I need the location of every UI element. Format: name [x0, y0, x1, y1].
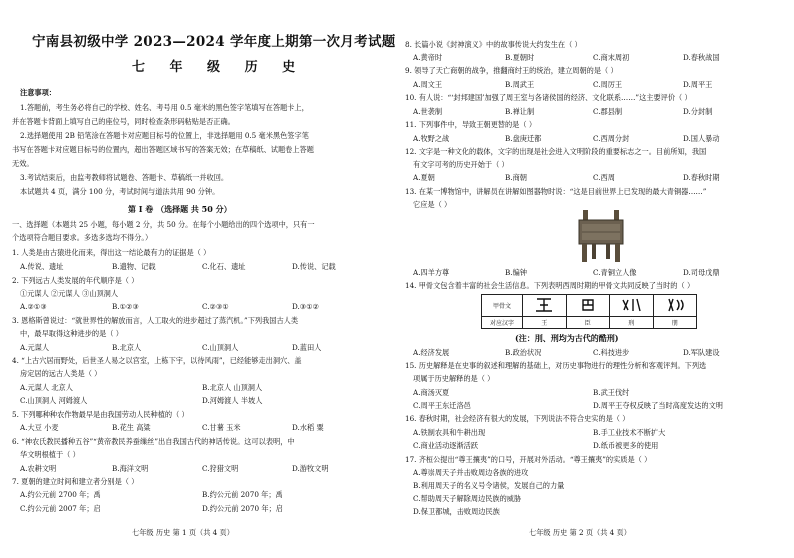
option-b: B.海洋文明	[112, 464, 149, 473]
option-d: D.军队建设	[683, 348, 720, 357]
option-a: A.约公元前 2700 年；禹	[20, 490, 101, 499]
option-b: B.编钟	[505, 268, 527, 277]
question-stem: 6. “神农氏教民播种五谷”“黄帝教民养蚕缫丝”出自我国古代的神话传说。这可以表明，中	[12, 437, 295, 446]
option-a: A.传说、遗址	[20, 262, 64, 271]
oracle-glyph-peng	[653, 295, 697, 317]
option-d: D.③①②	[292, 302, 320, 311]
option-b: B.北京人	[112, 343, 142, 352]
option-c: C.西周	[593, 173, 615, 182]
option-d: D.河姆渡人 半坡人	[202, 396, 263, 405]
option-b: B.遗物、记载	[112, 262, 156, 271]
option-a: A.夏朝	[413, 173, 435, 182]
option-b: B.约公元前 2070 年；禹	[202, 490, 283, 499]
oracle-modern-char: 王	[523, 317, 567, 329]
option-a: A.②①③	[20, 302, 47, 311]
oracle-peng-glyph	[664, 297, 686, 313]
option-b: B.商朝	[505, 173, 527, 182]
oracle-caption: (注：刖、刑均为古代的酷刑)	[515, 333, 619, 343]
oracle-modern-char: 臣	[566, 317, 610, 329]
option-d: D.分封制	[683, 107, 713, 116]
oracle-modern-label: 对应汉字	[482, 317, 523, 329]
notice-line: 1.答题前，考生务必将自己的学校、姓名、考号用 0.5 毫米的黑色签字笔填写在答题卡上，	[20, 103, 309, 112]
option-a: A.商汤灭夏	[413, 388, 450, 397]
option-c: C.山顶洞人	[202, 343, 239, 352]
option-a: A.经济发展	[413, 348, 450, 357]
oracle-bone-table	[481, 294, 697, 329]
option-a: A.牧野之战	[413, 134, 450, 143]
option-b: B.盘庚迁都	[505, 134, 542, 143]
question-stem: 中，最早取得这种进步的是（ ）	[20, 329, 123, 338]
option-c: C.②③①	[202, 302, 229, 311]
question-stem: 8. 长篇小说《封神演义》中的故事传说大约发生在（ ）	[405, 40, 582, 49]
notice-line: 2.选择题使用 2B 铅笔涂在答题卡对应题目标号的位置上，非选择题用 0.5 毫米黑色签字笔	[20, 131, 309, 140]
option-b: B.利用周天子的名义号令诸侯，发展自己的力量	[413, 481, 565, 490]
option-c: C.青铜立人像	[593, 268, 637, 277]
option-a: A.四羊方尊	[413, 268, 450, 277]
notice-line: 书写在答题卡对应题目标号的位置内，超出答题区域书写的答案无效；在草稿纸、试题卷上答题	[12, 145, 314, 154]
section-title: 第 Ⅰ 卷 （选择题 共 50 分）	[128, 204, 232, 214]
option-c: C.商业活动逐渐活跃	[413, 441, 479, 450]
option-c: C.周平王东迁洛邑	[413, 401, 471, 410]
option-a: A.大豆 小麦	[20, 423, 59, 432]
oracle-modern-char: 朋	[653, 317, 697, 329]
oracle-xing-glyph	[620, 297, 642, 313]
option-a: A.元谋人	[20, 343, 50, 352]
question-stem: 15. 历史解释是在史事的叙述和理解的基础上，对历史事物进行的理性分析和客观评判。下列选	[405, 361, 707, 370]
question-stem: 房定居的远古人类是（ ）	[20, 369, 102, 378]
option-d: D.周平王夺权反映了当时高度发达的文明	[593, 401, 723, 410]
question-stem: 17. 齐桓公提出“尊王攘夷”的口号，开展对外活动。“尊王攘夷”的实质是（ ）	[405, 455, 652, 464]
oracle-header-label: 甲骨文	[482, 295, 523, 317]
question-stem: 华文明根植于（ ）	[20, 450, 80, 459]
option-c: C.山顶洞人 河姆渡人	[20, 396, 88, 405]
option-d: D.司母戊鼎	[683, 268, 720, 277]
option-a: A.铁制农具和牛耕出现	[413, 428, 486, 437]
question-stem: 3. 恩格斯曾说过：“就世界性的解放而言，人工取火的进步超过了蒸汽机。”下列我国古人类	[12, 316, 299, 325]
option-b: B.夏朝时	[505, 53, 535, 62]
question-stem: 有文字可考的历史开始于（ ）	[413, 160, 509, 169]
option-b: B.禅让制	[505, 107, 535, 116]
question-stem: 4. “上古穴居而野处，后世圣人易之以宫室，上栋下宇，以待风雨”，已经能够走出洞穴、盖	[12, 356, 302, 365]
option-a: A.黄帝时	[413, 53, 443, 62]
oracle-chen-glyph	[577, 297, 599, 313]
oracle-modern-char: 刑	[610, 317, 654, 329]
section-intro: 一、选择题（本题共 25 小题，每小题 2 分，共 50 分。在每个小题给出的四个选项中，只有一	[12, 220, 315, 229]
option-a: A.元谋人 北京人	[20, 383, 73, 392]
notice-title: 注意事项：	[20, 88, 56, 97]
oracle-glyph-wang	[523, 295, 567, 317]
notice-line: 3.考试结束后，由监考教师将试题卷、答题卡、草稿纸一并收回。	[20, 173, 229, 182]
option-a: A.尊崇周天子并击败周边各族的进攻	[413, 468, 529, 477]
option-d: D.游牧文明	[292, 464, 329, 473]
option-c: C.帮助周天子解除周边民族的威胁	[413, 494, 522, 503]
option-b: B.武王伐纣	[593, 388, 630, 397]
question-stem: 11. 下列事件中，导致王朝更替的是（ ）	[405, 120, 537, 129]
option-b: B.政治状况	[505, 348, 542, 357]
option-d: D.纸币被更多的使用	[593, 441, 659, 450]
option-d: D.水稻 粟	[292, 423, 324, 432]
option-b: B.北京人 山顶洞人	[202, 383, 263, 392]
question-stem: 14. 甲骨文包含着丰富的社会生活信息。下列表明西周时期的甲骨文共同反映了当时的（ ）	[405, 281, 695, 290]
bronze-ding-image	[575, 208, 627, 264]
question-stem: 1. 人类是由古猿进化而来，得出这一结论最有力的证据是（ ）	[12, 248, 211, 257]
option-d: D.春秋战国	[683, 53, 720, 62]
page-footer: 七年级 历史 第 2 页（共 4 页）	[529, 528, 631, 537]
exam-subtitle: 七 年 级 历 史	[132, 60, 306, 75]
question-stem: 16. 春秋时期，社会经济有很大的发展，下列说法不符合史实的是（ ）	[405, 414, 630, 423]
oracle-glyph-chen	[566, 295, 610, 317]
notice-line: 本试题共 4 页，满分 100 分，考试时间与道法共用 90 分钟。	[20, 187, 220, 196]
question-stem: 7. 夏朝的建立时间和建立者分别是（ ）	[12, 477, 139, 486]
option-a: A.农耕文明	[20, 464, 57, 473]
notice-line: 并在答题卡背面上填写自己的座位号，同时检查条形码粘贴是否正确。	[12, 117, 235, 126]
question-stem: 12. 文字是一种文化的载体，文字的出现是社会进入文明阶段的重要标志之一。目前所知，我国	[405, 147, 707, 156]
question-stem: 10. 有人说：“‘封邦建国’加强了周王室与各诸侯国的经济、文化联系……”这主要评价（ ）	[405, 93, 692, 102]
option-c: C.甘薯 玉米	[202, 423, 241, 432]
option-c: C.西周分封	[593, 134, 630, 143]
oracle-wang-glyph	[533, 297, 555, 313]
option-d: D.国人暴动	[683, 134, 720, 143]
right-page	[397, 0, 794, 558]
notice-line: 无效。	[12, 159, 34, 168]
option-c: C.狩猎文明	[202, 464, 239, 473]
question-stem: ①元谋人 ②元谋人 ③山顶洞人	[20, 289, 119, 298]
exam-title: 宁南县初级中学 2023—2024 学年度上期第一次月考试题	[32, 34, 396, 50]
option-c: C.周厉王	[593, 80, 623, 89]
option-d: D.传说、记载	[292, 262, 336, 271]
option-b: B.①②③	[112, 302, 139, 311]
question-stem: 它应是（ ）	[413, 200, 452, 209]
option-c: C.约公元前 2007 年；启	[20, 504, 101, 513]
option-a: A.世袭制	[413, 107, 443, 116]
question-stem: 9. 领导了天亡商朝的战争，推翻商纣王的统治，建立周朝的是（ ）	[405, 66, 618, 75]
option-d: D.约公元前 2070 年；启	[202, 504, 283, 513]
option-c: C.商末周初	[593, 53, 630, 62]
question-stem: 项属于历史解释的是（ ）	[413, 374, 495, 383]
option-c: C.郡县制	[593, 107, 623, 116]
option-d: D.春秋时期	[683, 173, 720, 182]
page-footer: 七年级 历史 第 1 页（共 4 页）	[132, 528, 234, 537]
question-stem: 13. 在某一博物馆中，讲解员在讲解如图器物时说：“这是目前世界上已发现的最大青铜器……”	[405, 187, 707, 196]
question-stem: 5. 下列哪种种农作物最早是由我国劳动人民种植的（ ）	[12, 410, 189, 419]
option-d: D.保卫都城，击败周边民族	[413, 507, 500, 516]
option-d: D.周平王	[683, 80, 713, 89]
question-stem: 2. 下列远古人类发展的年代顺序是（ ）	[12, 276, 139, 285]
option-b: B.花生 高粱	[112, 423, 151, 432]
oracle-glyph-xing	[610, 295, 654, 317]
option-d: D.蓝田人	[292, 343, 322, 352]
option-a: A.周文王	[413, 80, 443, 89]
option-c: C.化石、遗址	[202, 262, 246, 271]
section-intro: 个选项符合题目要求。多选多选均不得分。）	[12, 233, 153, 242]
option-c: C.科技进步	[593, 348, 630, 357]
option-b: B.周武王	[505, 80, 535, 89]
option-b: B.手工业技术不断扩大	[593, 428, 666, 437]
